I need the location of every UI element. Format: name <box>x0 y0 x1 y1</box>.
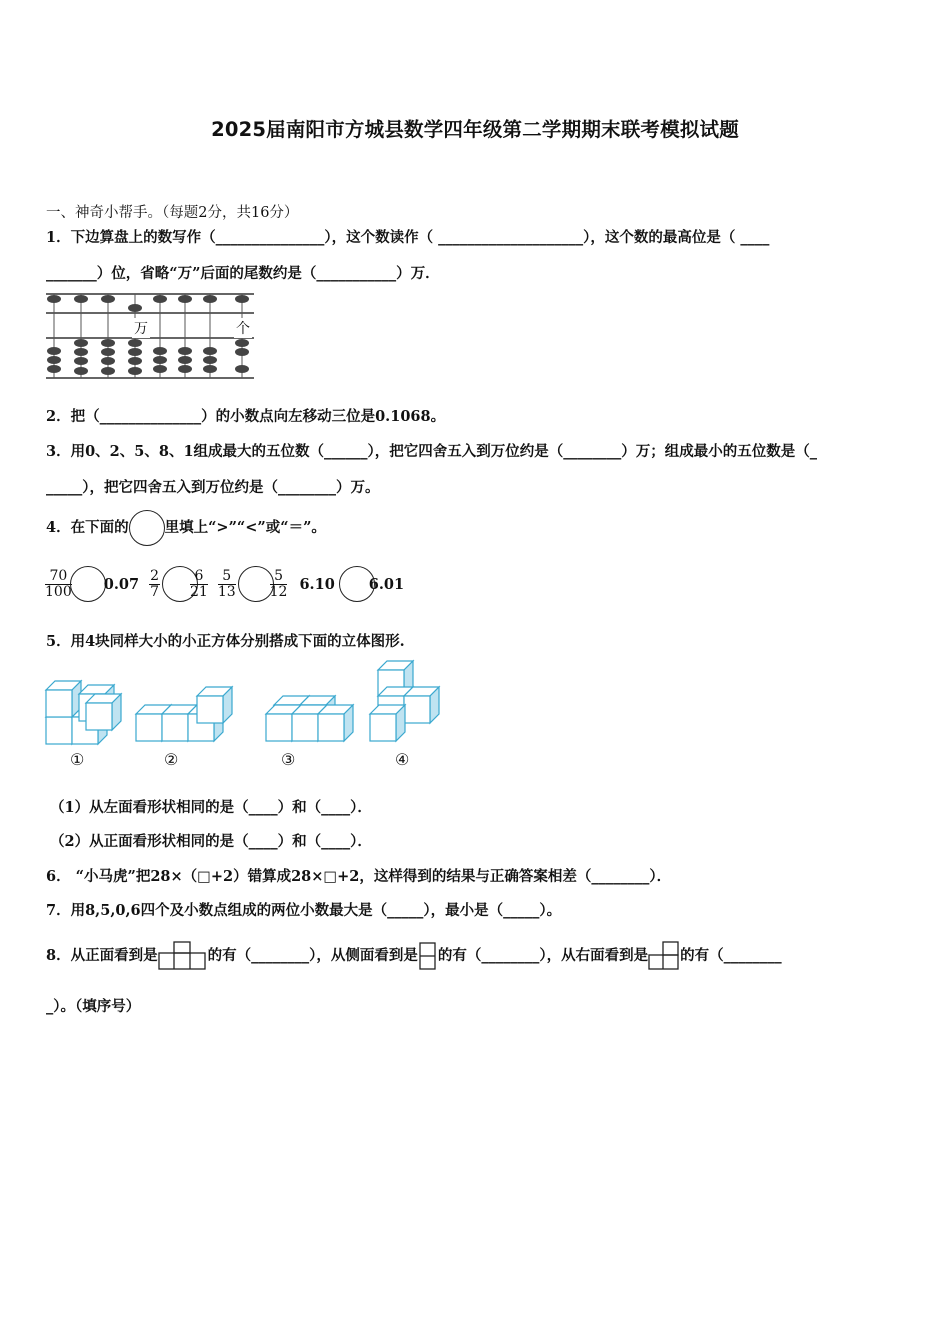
value-6-01: 6.01 <box>368 575 405 593</box>
fraction-5-13: $\frac{5}{13}$ <box>217 567 236 600</box>
compare-circle-3[interactable] <box>238 566 274 602</box>
question-8 <box>46 938 782 974</box>
question-3-line-1: 3．用0、2、5、8、1组成最大的五位数（______），把它四舍五入到万位约是（________）万；组成最小的五位数是（_ <box>46 443 818 460</box>
circle-blank-icon <box>129 510 165 546</box>
abacus-svg <box>44 292 256 380</box>
question-5-sub-2: （2）从正面看形状相同的是（____）和（____）． <box>50 833 372 850</box>
question-8-text-3: 的有（________），从右面看到是 <box>437 947 649 964</box>
question-8-text-4: 的有（________ <box>680 947 782 964</box>
value-6-10: 6.10 <box>299 575 335 593</box>
side-view-icon <box>418 941 438 971</box>
fraction-5-12: $\frac{5}{12}$ <box>269 567 288 600</box>
bead <box>203 295 217 303</box>
question-5-sub-1: （1）从左面看形状相同的是（____）和（____）． <box>50 799 372 816</box>
fraction-6-21: $\frac{6}{21}$ <box>189 567 208 600</box>
question-1-line-1: 1．下边算盘上的数写作（_______________），这个数读作（ ____________________），这个数的最高位是（ ____ <box>46 229 770 246</box>
bead <box>178 295 192 303</box>
bead <box>47 295 61 303</box>
question-8-line-2: _）。（填序号） <box>46 998 141 1015</box>
question-7: 7．用8,5,0,6四个及小数点组成的两位小数最大是（_____），最小是（_____）。 <box>46 902 562 919</box>
comparison-row <box>45 566 404 602</box>
figure-label-4: ④ <box>395 750 410 769</box>
figure-3 <box>266 696 353 741</box>
question-4-text-2: 里填上“>”“<”或“＝”。 <box>164 519 326 536</box>
question-6: 6． “小马虎”把28×（□+2）错算成28×□+2，这样得到的结果与正确答案相差（________）． <box>46 868 672 885</box>
value-0-07: 0.07 <box>103 575 140 593</box>
bead <box>128 304 142 312</box>
figure-2 <box>136 687 232 741</box>
question-8-text-2: 的有（________），从侧面看到是 <box>207 947 418 964</box>
figure-4 <box>370 661 439 741</box>
compare-circle-1[interactable] <box>70 566 106 602</box>
figure-label-3: ③ <box>281 750 296 769</box>
front-view-icon <box>158 941 208 971</box>
bead <box>235 295 249 303</box>
figure-label-2: ② <box>164 750 179 769</box>
question-3-line-2: _____），把它四舍五入到万位约是（________）万。 <box>46 479 380 496</box>
figure-1 <box>46 681 121 744</box>
bead <box>153 295 167 303</box>
abacus-label-ge: 个 <box>234 318 252 338</box>
abacus-label-wan: 万 <box>132 318 150 338</box>
question-4 <box>46 510 326 546</box>
page-title: 2025届南阳市方城县数学四年级第二学期期末联考模拟试题 <box>211 118 739 141</box>
question-5: 5．用4块同样大小的小正方体分别搭成下面的立体图形. <box>46 633 405 650</box>
question-8-text-1: 8．从正面看到是 <box>46 947 158 964</box>
figure-label-1: ① <box>70 750 85 769</box>
question-1-line-2: _______）位，省略“万”后面的尾数约是（___________）万． <box>46 265 440 282</box>
section-heading: 一、神奇小帮手。（每题2分，共16分） <box>46 205 299 221</box>
bead <box>74 295 88 303</box>
bead <box>101 295 115 303</box>
fraction-2-7: $\frac{2}{7}$ <box>150 567 159 600</box>
question-4-text-1: 4．在下面的 <box>46 519 129 536</box>
question-2: 2．把（______________）的小数点向左移动三位是0.1068。 <box>46 408 446 425</box>
right-view-icon <box>648 941 680 971</box>
fraction-70-100: $\frac{70}{100}$ <box>45 567 72 600</box>
abacus-figure <box>44 292 256 380</box>
